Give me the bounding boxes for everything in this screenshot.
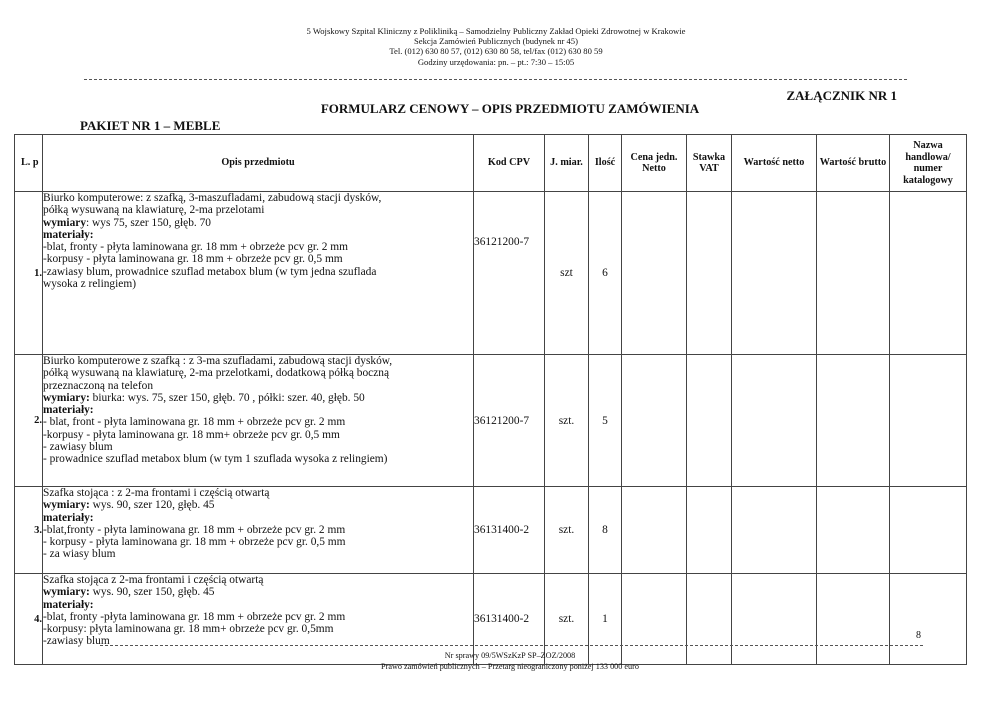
description-line — [43, 487, 473, 499]
description-line — [43, 192, 473, 204]
col-header-cpv: Kod CPV — [474, 135, 545, 192]
description-line — [43, 217, 473, 229]
unit-of-measure: szt. — [545, 487, 589, 574]
description-text: wys. 90, szer 120, głęb. 45 — [89, 499, 215, 512]
unit-price-cell — [622, 355, 687, 487]
description-line — [43, 599, 473, 611]
unit-price-cell — [622, 487, 687, 574]
description-text: wys. 90, szer 150, głęb. 45 — [89, 586, 215, 599]
row-number: 3. — [15, 487, 43, 574]
table-row — [15, 355, 967, 487]
table-row — [15, 487, 967, 574]
description-line — [43, 416, 473, 428]
unit-of-measure: szt. — [545, 355, 589, 487]
description-line — [43, 367, 473, 379]
description-line — [43, 392, 473, 404]
description-line — [43, 512, 473, 524]
description-label: wymiary — [43, 216, 87, 229]
description-label: wymiary: — [43, 391, 90, 404]
col-header-lp: L. p — [15, 135, 43, 192]
row-number: 4. — [15, 574, 43, 665]
unit-price-cell — [622, 192, 687, 355]
description-text: - za wiasy blum — [43, 548, 116, 561]
description-line — [43, 611, 473, 623]
cpv-code: 36121200-7 — [474, 192, 545, 355]
description-text: Szafka stojąca : z 2-ma frontami i częścią otwartą — [43, 487, 270, 499]
description-text: -korpusy - płyta laminowana gr. 18 mm+ obrzeże pcv gr. 0,5 mm — [43, 428, 340, 441]
item-description — [43, 355, 474, 487]
quantity: 1 — [589, 574, 622, 665]
col-header-trade-name: Nazwa handlowa/ numer katalogowy — [890, 135, 967, 192]
description-line — [43, 253, 473, 265]
description-line — [43, 204, 473, 216]
vat-rate-cell — [687, 192, 732, 355]
description-line — [43, 536, 473, 548]
description-line — [43, 524, 473, 536]
description-text: półką wysuwaną na klawiaturę, 2-ma przelotkami, dodatkową półką boczną — [43, 367, 390, 380]
description-line — [43, 548, 473, 560]
cpv-code: 36131400-2 — [474, 487, 545, 574]
col-header-unit: J. miar. — [545, 135, 589, 192]
description-label: materiały: — [43, 598, 94, 611]
annex-label: ZAŁĄCZNIK NR 1 — [786, 88, 897, 103]
item-description — [43, 487, 474, 574]
cpv-code: 36131400-2 — [474, 574, 545, 665]
description-text: -korpusy - płyta laminowana gr. 18 mm + obrzeże pcv gr. 0,5 mm — [43, 253, 343, 266]
unit-of-measure: szt — [545, 192, 589, 355]
description-text: - blat, front - płyta laminowana gr. 18 mm + obrzeże pcv gr. 2 mm — [43, 416, 346, 429]
description-text: - prowadnice szuflad metabox blum (w tym 1 szuflada wysoka z relingiem) — [43, 453, 388, 466]
footer-divider — [100, 645, 923, 646]
trade-name-cell — [890, 192, 967, 355]
description-text: wysoka z relingiem) — [43, 278, 136, 291]
description-line — [43, 241, 473, 253]
document-header — [0, 26, 992, 67]
description-text: Biurko komputerowe z szafką : z 3-ma szufladami, zabudową stacji dysków, — [43, 355, 393, 367]
col-header-quantity: Ilość — [589, 135, 622, 192]
trade-name-cell — [890, 487, 967, 574]
price-form-table — [14, 134, 967, 665]
description-text: - korpusy - płyta laminowana gr. 18 mm + obrzeże pcv gr. 0,5 mm — [43, 536, 346, 549]
description-text: : wys 75, szer 150, głęb. 70 — [86, 216, 211, 229]
description-text: Biurko komputerowe: z szafką, 3-maszufladami, zabudową stacji dysków, — [43, 192, 382, 204]
header-phones: Tel. (012) 630 80 57, (012) 630 80 58, tel/fax (012) 630 80 59 — [389, 46, 603, 57]
quantity: 6 — [589, 192, 622, 355]
vat-rate-cell — [687, 487, 732, 574]
description-line — [43, 441, 473, 453]
col-header-net-value: Wartość netto — [732, 135, 817, 192]
cpv-code: 36121200-7 — [474, 355, 545, 487]
col-header-gross-value: Wartość brutto — [817, 135, 890, 192]
gross-value-cell — [817, 192, 890, 355]
trade-name-cell — [890, 355, 967, 487]
table-row — [15, 192, 967, 355]
description-text: -blat,fronty - płyta laminowana gr. 18 mm + obrzeże pcv gr. 2 mm — [43, 523, 346, 536]
row-number: 1. — [15, 192, 43, 355]
form-title: FORMULARZ CENOWY – OPIS PRZEDMIOTU ZAMÓWIENIA — [320, 101, 700, 116]
unit-of-measure: szt. — [545, 574, 589, 665]
item-description — [43, 192, 474, 355]
description-text: półką wysuwaną na klawiaturę, 2-ma przelotami — [43, 204, 265, 217]
description-text: przeznaczoną na telefon — [43, 379, 154, 392]
description-line — [43, 380, 473, 392]
description-line — [43, 586, 473, 598]
description-label: wymiary: — [43, 586, 90, 599]
description-line — [43, 453, 473, 465]
table-header-row — [15, 135, 967, 192]
quantity: 8 — [589, 487, 622, 574]
vat-rate-cell — [687, 355, 732, 487]
header-hours: Godziny urzędowania: pn. – pt.: 7:30 – 15:05 — [417, 56, 575, 67]
description-text: biurka: wys. 75, szer 150, głęb. 70 , półki: szer. 40, głęb. 50 — [89, 391, 365, 404]
net-value-cell — [732, 355, 817, 487]
description-line — [43, 429, 473, 441]
description-text: -zawiasy blum, prowadnice szuflad metabox blum (w tym jedna szuflada — [43, 265, 377, 278]
description-text: -zawiasy blum — [43, 635, 110, 648]
col-header-unit-price: Cena jedn. Netto — [622, 135, 687, 192]
description-label: materiały: — [43, 228, 94, 241]
row-number: 2. — [15, 355, 43, 487]
description-text: - zawiasy blum — [43, 441, 113, 454]
gross-value-cell — [817, 355, 890, 487]
header-section: Sekcja Zamówień Publicznych (budynek nr 45) — [414, 36, 578, 47]
description-text: -korpusy: płyta laminowana gr. 18 mm+ obrzeże pcv gr. 0,5mm — [43, 623, 334, 636]
description-line — [43, 623, 473, 635]
description-line — [43, 355, 473, 367]
net-value-cell — [732, 487, 817, 574]
description-line — [43, 229, 473, 241]
description-line — [43, 278, 473, 290]
footer-case-number: Nr sprawy 09/5WSzKzP SP–ZOZ/2008 — [444, 651, 576, 660]
description-label: materiały: — [43, 404, 94, 417]
description-label: materiały: — [43, 511, 94, 524]
quantity: 5 — [589, 355, 622, 487]
page-number: 8 — [916, 630, 921, 641]
header-institution: 5 Wojskowy Szpital Kliniczny z Polikliniką – Samodzielny Publiczny Zakład Opieki Zdrowotnej w Krakowie — [306, 26, 686, 36]
net-value-cell — [732, 192, 817, 355]
description-text: Szafka stojąca z 2-ma frontami i częścią otwartą — [43, 574, 264, 586]
col-header-description: Opis przedmiotu — [43, 135, 474, 192]
footer-procedure: Prawo zamówień publicznych – Przetarg nieograniczony poniżej 133 000 euro — [381, 661, 639, 671]
document-footer — [0, 651, 992, 672]
gross-value-cell — [817, 487, 890, 574]
description-line — [43, 574, 473, 586]
header-divider — [84, 79, 907, 80]
description-line — [43, 266, 473, 278]
description-text: -blat, fronty -płyta laminowana gr. 18 mm + obrzeże pcv gr. 2 mm — [43, 610, 346, 623]
col-header-vat: Stawka VAT — [687, 135, 732, 192]
description-text: -blat, fronty - płyta laminowana gr. 18 mm + obrzeże pcv gr. 2 mm — [43, 241, 349, 254]
package-title: PAKIET NR 1 – MEBLE — [80, 118, 221, 133]
description-line — [43, 499, 473, 511]
description-line — [43, 404, 473, 416]
description-label: wymiary: — [43, 499, 90, 512]
